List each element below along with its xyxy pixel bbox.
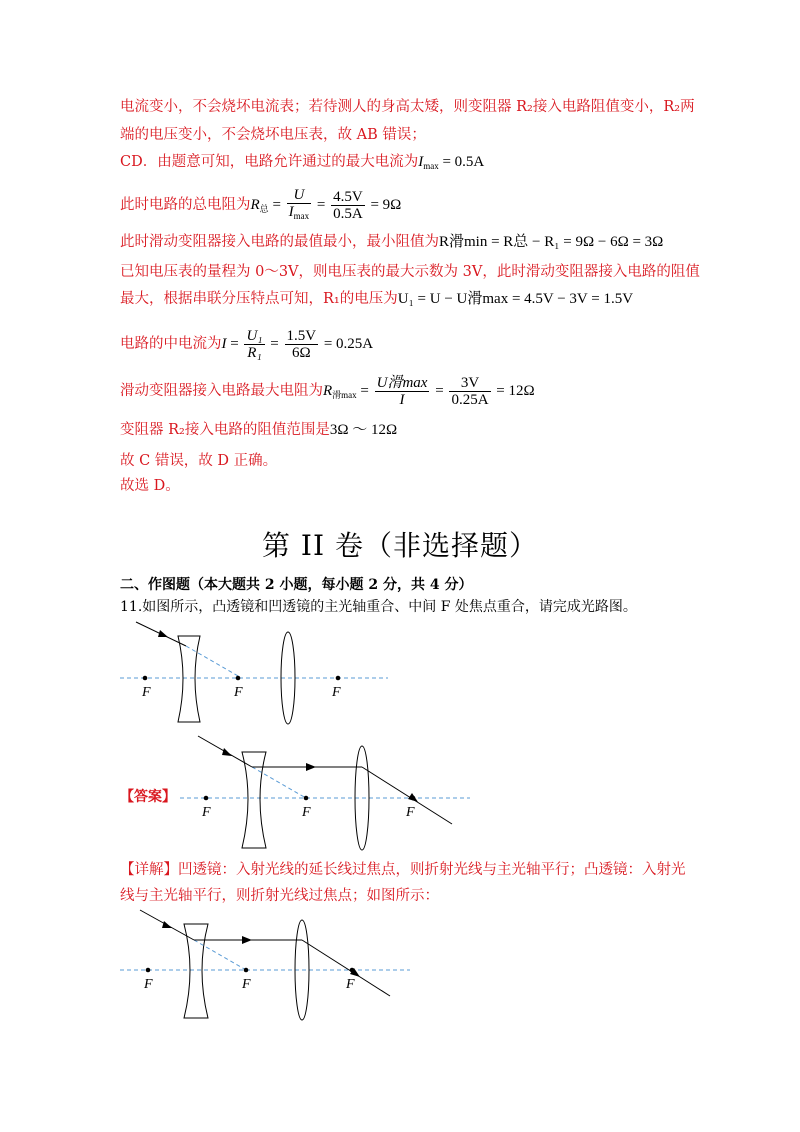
focus-point-left — [146, 968, 151, 973]
total-resistance-expr: $R_总$ = $\frac{U}{I_{max}}$ = $\frac{4.5V}{0.5A}$ = 9Ω — [250, 187, 402, 222]
extension-line — [186, 646, 238, 676]
var-I: I — [418, 154, 424, 170]
solution-line-4-text: 此时电路的总电阻为 — [120, 196, 251, 213]
focus-point-right — [411, 796, 416, 801]
solution-line-7 — [120, 289, 633, 309]
solution-line-5-text: 此时滑动变阻器接入电路的最值最小，最小阻值为 — [120, 234, 439, 250]
solution-line-2: 端的电压变小，不会烧坏电压表，故 AB 错误； — [120, 127, 426, 143]
solution-line-9-text: 滑动变阻器接入电路最大电阻为 — [120, 383, 323, 399]
parallel-ray-arrow — [242, 936, 252, 944]
frac-1.5V-over-6ohm: $\frac{1.5V}{6\Omega}$ — [286, 328, 317, 362]
detail-line-1: 【详解】凹透镜：入射光线的延长线过焦点，则折射光线与主光轴平行；凸透镜：入射光 — [120, 862, 686, 878]
answer-label: 【答案】 — [120, 789, 176, 805]
incident-ray-arrow — [158, 630, 168, 637]
solution-line-6: 已知电压表的量程为 0～3V，则电压表的最大示数为 3V，此时滑动变阻器接入电路的阻值 — [120, 264, 700, 280]
focus-point-middle — [304, 796, 309, 801]
answer-diagram — [180, 732, 472, 854]
solution-line-10 — [120, 420, 397, 440]
solution-line-1: 电流变小，不会烧坏电流表；若待测人的身高太矮，则变阻器 R₂接入电路阻值变小，R₂两 — [120, 99, 695, 115]
solution-line-7-text: 最大，根据串联分压特点可知，R₁的电压为 — [120, 291, 398, 307]
detail-diagram — [120, 906, 412, 1028]
focus-label-right: F — [346, 977, 355, 992]
solution-line-9 — [120, 374, 535, 412]
concave-lens — [184, 924, 208, 1018]
frac-4.5V-over-0.5A: $\frac{4.5V}{0.5A}$ — [333, 189, 363, 222]
frac-3V-over-0.25A: $\frac{3V}{0.25A}$ — [451, 375, 489, 409]
focus-label-middle: F — [234, 685, 243, 700]
result-12ohm: = 12Ω — [496, 383, 535, 399]
frac-Umax-over-I: $\frac{\text{U滑max}}{I}$ — [376, 375, 428, 409]
focus-point-left — [204, 796, 209, 801]
min-resistance-expr: R滑min = R总 − R₁ = 9Ω − 6Ω = 3Ω — [439, 234, 664, 250]
result-0.25A: = 0.25A — [323, 336, 374, 352]
concave-lens — [178, 636, 200, 722]
section-header: 二、作图题（本大题共 2 小题，每小题 2 分，共 4 分） — [120, 577, 473, 593]
focus-label-middle: F — [242, 977, 251, 992]
range-expr: 3Ω ～ 12Ω — [329, 422, 398, 438]
solution-line-12: 故选 D。 — [120, 478, 180, 494]
sub-total: 总 — [259, 203, 269, 214]
question-diagram — [120, 618, 400, 728]
solution-line-3 — [120, 152, 484, 176]
focus-label-right: F — [406, 805, 415, 820]
sub-max: max — [423, 161, 439, 171]
solution-line-11: 故 C 错误，故 D 正确。 — [120, 453, 278, 469]
focus-point-right — [336, 676, 341, 681]
parallel-ray-arrow — [306, 763, 316, 771]
solution-line-5 — [120, 232, 663, 252]
solution-line-4 — [120, 187, 401, 226]
detail-line-2: 线与主光轴平行，则折射光线过焦点；如图所示： — [120, 888, 439, 904]
focus-point-middle — [244, 968, 249, 973]
focus-label-left: F — [202, 805, 211, 820]
frac-U-over-Imax: $\frac{U}{I_{max}}$ — [288, 187, 310, 221]
frac-U1-over-R1: $\frac{\text{U₁}}{\text{R₁}}$ — [246, 328, 263, 362]
max-resistance-expr: $R_{滑max}$ = $\frac{\text{U滑max}}{I}$ = $\frac{3V}{0.25A}$ = 12Ω — [323, 375, 535, 409]
solution-line-8 — [120, 327, 373, 361]
current-expr: I = $\frac{\text{U₁}}{\text{R₁}}$ = $\frac{1.5V}{6\Omega}$ = 0.25A — [221, 328, 374, 362]
focus-point-left — [143, 676, 148, 681]
focus-point-middle — [236, 676, 241, 681]
incident-ray-arrow — [222, 748, 232, 756]
question-11: 11.如图所示，凸透镜和凹透镜的主光轴重合、中间 F 处焦点重合，请完成光路图。 — [120, 599, 637, 615]
solution-line-3-text: CD．由题意可知，电路允许通过的最大电流为 — [120, 154, 419, 170]
result-9ohm: = 9Ω — [370, 196, 402, 213]
focus-label-middle: F — [302, 805, 311, 820]
section-title: 第 II 卷（非选择题） — [262, 529, 538, 562]
focus-label-left: F — [142, 685, 151, 700]
focus-label-left: F — [144, 977, 153, 992]
incident-ray-arrow — [162, 921, 172, 928]
focus-point-right — [350, 968, 355, 973]
solution-line-8-text: 电路的中电流为 — [120, 336, 222, 352]
solution-line-10-text: 变阻器 R₂接入电路的阻值范围是 — [120, 422, 330, 438]
value-0.5A: = 0.5A — [438, 154, 485, 170]
focus-label-right: F — [332, 685, 341, 700]
voltage-expr: U₁ = U − U滑max = 4.5V − 3V = 1.5V — [397, 291, 634, 307]
max-current-expr — [418, 154, 484, 170]
concave-lens — [242, 752, 266, 848]
